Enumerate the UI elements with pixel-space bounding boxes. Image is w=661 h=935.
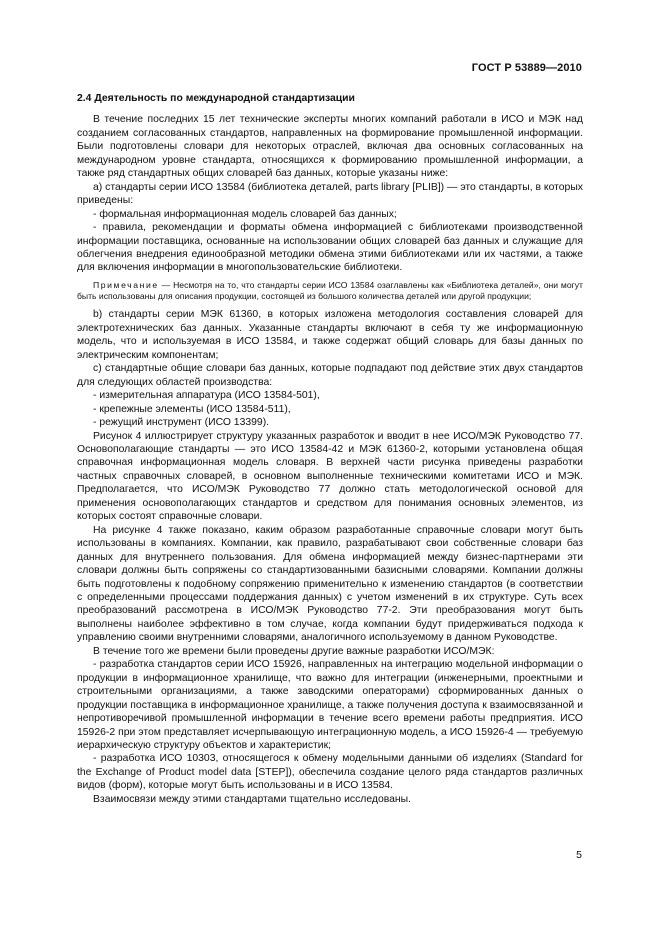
- list-item: а) стандарты серии ИСО 13584 (библиотека деталей, parts library [PLIB]) — это стандарты, в которых приведены:: [77, 181, 583, 207]
- paragraph: Рисунок 4 иллюстрирует структуру указанных разработок и вводит в нее ИСО/МЭК Руководство 77. Основополагающие стандарты — это ИСО 13584-42 и МЭК 61360-2, которыми установлена общая справочная информационная модель словаря. В верхней части рисунка приведены разработки частных справочных словарей, в основном выполненные техническими комитетами ИСО и МЭК. Предполагается, что ИСО/МЭК Руководство 77 должно стать методологической основой для применения основополагающих стандартов и средством для понимания основных элементов, из которых состоят справочные словари.: [77, 430, 583, 523]
- section-title: 2.4 Деятельность по международной стандартизации: [77, 93, 355, 104]
- note: [77, 280, 583, 303]
- list-item: b) стандарты серии МЭК 61360, в которых изложена методология составления словарей для электротехнических баз данных. Указанные стандарты включают в себя ту же информационную модель, что и используемая в ИСО 13584, и также содержат общий словарь для базы данных по электрическим компонентам;: [77, 309, 583, 361]
- paragraph: Взаимосвязи между этими стандартами тщательно исследованы.: [93, 793, 411, 805]
- document-code: ГОСТ Р 53889—2010: [471, 62, 582, 74]
- list-item: с) стандартные общие словари баз данных, которые подпадают под действие этих двух стандартов для следующих областей производства:: [77, 363, 583, 388]
- paragraph: На рисунке 4 также показано, каким образом разработанные справочные словари могут быть использованы в компаниях. Компании, как правило, разрабатывают свои собственные словари баз данных для внутреннего пользования. Для обмена информацией между бизнес-партнерами эти словари должны быть сопряжены со стандартизованными базисными словарями. Компании должны быть подготовлены к подобному сопряжению применительно к изменению стандартов (в соответствии с определенными процессами поддержания данных) с учетом изменений в их структуре. Суть всех преобразований рассмотрена в ИСО/МЭК Руководство 77-2. Эти преобразования могут быть выполнены наиболее эффективно в том случае, когда компании будут придерживаться подхода к управлению своими внутренними словарями, аналогичного используемому в данном Руководстве.: [77, 524, 583, 644]
- page-number: 5: [576, 849, 582, 861]
- list-item: - формальная информационная модель словарей баз данных;: [93, 208, 397, 220]
- list-item: - измерительная аппаратура (ИСО 13584-501),: [93, 390, 320, 402]
- list-item: - разработка стандартов серии ИСО 15926, направленных на интеграцию модельной информации о продукции в информационное хранилище, что важно для интеграции (инженерными, проектными и строительными организациями, а также заводскими операторами) сформированных данных о продукции поставщика в информационное хранилище, а также получения доступа к взаимосвязанной и непротиворечивой промышленной информации в течение всего времени работы предприятия. ИСО 15926-2 при этом представляет исчерпывающую интеграционную модель, а ИСО 15926-4 — требуемую иерархическую структуру объектов и характеристик;: [77, 659, 583, 751]
- list-item: - разработка ИСО 10303, относящегося к обмену модельными данными об изделиях (Standard for the Exchange of Product model data [STEP]), обеспечила создание целого ряда стандартов различных видов (форм), которые могут быть использованы и в ИСО 13584.: [77, 753, 583, 792]
- list-item: - режущий инструмент (ИСО 13399).: [93, 417, 270, 429]
- note-label: Примечание: [93, 279, 159, 290]
- paragraph: В течение последних 15 лет технические эксперты многих компаний работали в ИСО и МЭК над созданием согласованных стандартов, направленных на формирование промышленной информации. Были подготовлены словари для некоторых отраслей, включая два основных согласованных на международном уровне стандарта, относящихся к формированию промышленной информации, а также ряд стандартных общих словарей баз данных, которые указаны ниже:: [77, 114, 583, 180]
- note-text: — Несмотря на то, что стандарты серии ИСО 13584 озаглавлены как «Библиотека деталей», они могут быть использованы для описания продукции, состоящей из большого количества деталей или другой продукции;: [77, 279, 583, 302]
- paragraph: В течение того же времени были проведены другие важные разработки ИСО/МЭК:: [93, 645, 495, 657]
- page-content: [77, 92, 583, 806]
- list-item: - правила, рекомендации и форматы обмена информацией с библиотеками производственной информации поставщика, основанные на использовании общих словарей баз данных и служащие для облегчения внедрения единообразной методики обмена этими библиотеками или их частями, а также для включения информации в многопользовательские библиотеки.: [77, 222, 583, 274]
- list-item: - крепежные элементы (ИСО 13584-511),: [93, 403, 291, 415]
